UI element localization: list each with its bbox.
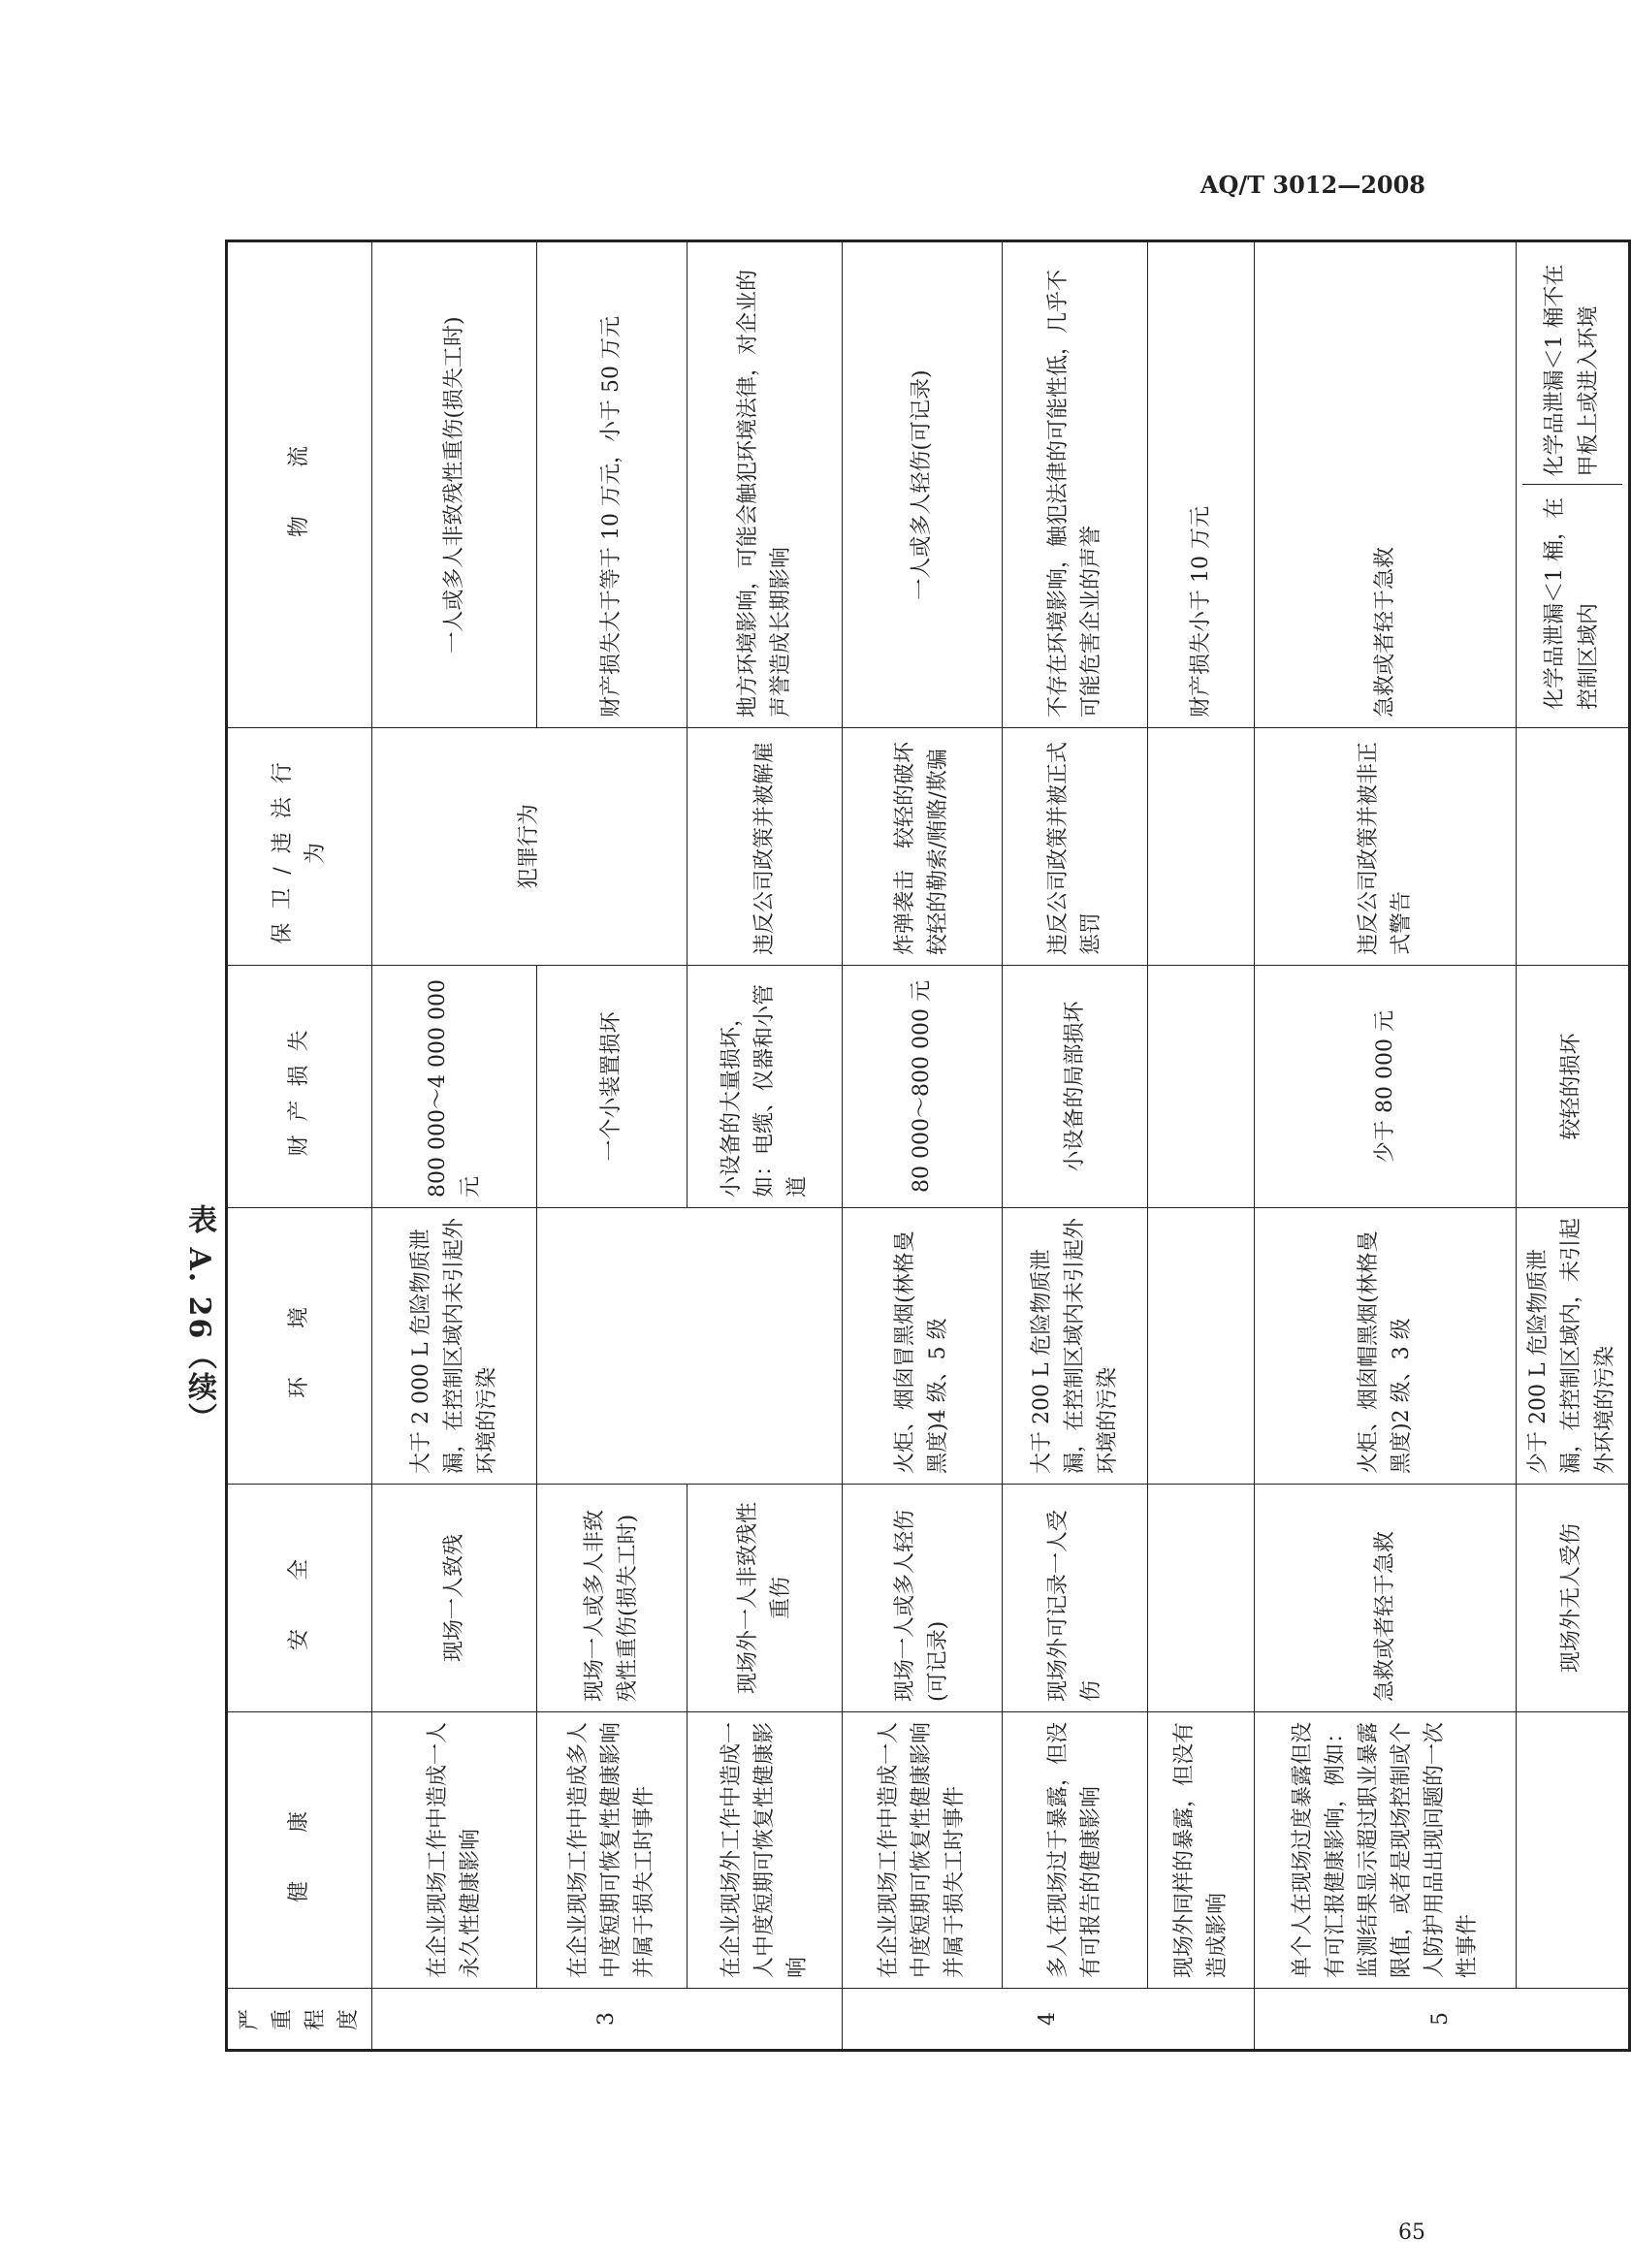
header-row: [227, 241, 372, 2051]
cell-safety: 现场一人或多人轻伤(可记录): [843, 1485, 1003, 1712]
risk-severity-table: [225, 240, 1631, 2052]
cell-health: 现场外同样的暴露，但没有造成影响: [1148, 1712, 1255, 1989]
cell-property: 小设备的大量损坏，如：电缆、仪器和小管道: [688, 966, 843, 1208]
header-property: 财产损失: [227, 966, 372, 1208]
cell-logistics-split: [1517, 241, 1629, 728]
cell-safety: 急救或者轻于急救: [1255, 1485, 1517, 1712]
cell-environment: 火炬、烟囱冒黑烟(林格曼黑度)4 级、5 级: [843, 1208, 1003, 1485]
cell-safety: 现场外一人非致残性重伤: [688, 1485, 843, 1712]
cell-security-empty: [1148, 728, 1255, 966]
rotated-table-wrapper: [225, 242, 1617, 2052]
header-security: 保卫/违法行为: [227, 728, 372, 966]
table-row: [537, 241, 688, 2051]
table-row: [1255, 241, 1517, 2051]
cell-logistics-a: 化学品泄漏＜1 桶，在控制区域内: [1543, 497, 1601, 710]
cell-security: 违反公司政策并被非正式警告: [1255, 728, 1517, 966]
cell-safety: 现场一人或多人非致残性重伤(损失工时): [537, 1485, 688, 1712]
cell-logistics-b: 化学品泄漏＜1 桶不在甲板上或进入环境: [1522, 252, 1621, 486]
cell-health: 在企业现场工作中造成多人中度短期可恢复性健康影响并属于损失工时事件: [537, 1712, 688, 1989]
cell-property: 80 000～800 000 元: [843, 966, 1003, 1208]
cell-logistics: 财产损失小于 10 万元: [1148, 241, 1255, 728]
table-row: [843, 241, 1003, 2051]
cell-logistics: 急救或者轻于急救: [1255, 241, 1517, 728]
table-row: [1003, 241, 1148, 2051]
severity-level-4: 4: [843, 1989, 1255, 2051]
cell-security: 犯罪行为: [372, 728, 688, 966]
cell-environment: 大于 200 L 危险物质泄漏，在控制区域内未引起外环境的污染: [1003, 1208, 1148, 1485]
header-health: 健 康: [227, 1712, 372, 1989]
table-row: [688, 241, 843, 2051]
cell-safety-empty: [1148, 1485, 1255, 1712]
cell-environment: 大于 2 000 L 危险物质泄漏，在控制区域内未引起外环境的污染: [372, 1208, 537, 1485]
severity-level-5: 5: [1255, 1989, 1629, 2051]
cell-property: 800 000～4 000 000 元: [372, 966, 537, 1208]
cell-property: 较轻的损坏: [1517, 966, 1629, 1208]
cell-property: 少于 80 000 元: [1255, 966, 1517, 1208]
header-logistics: 物 流: [227, 241, 372, 728]
cell-security: 炸弹袭击 较轻的破坏 较轻的勒索/贿赂/欺骗: [843, 728, 1003, 966]
cell-health: 在企业现场工作中造成一人中度短期可恢复性健康影响并属于损失工时事件: [843, 1712, 1003, 1989]
table-row: [1148, 241, 1255, 2051]
cell-environment: 火炬、烟囱帽黑烟(林格曼黑度)2 级、3 级: [1255, 1208, 1517, 1485]
cell-safety: 现场外可记录一人受伤: [1003, 1485, 1148, 1712]
cell-environment: 少于 200 L 危险物质泄漏，在控制区域内，未引起外环境的污染: [1517, 1208, 1629, 1485]
table-row: [372, 241, 537, 2051]
table-caption: 表 A. 26（续）: [182, 1203, 216, 1434]
cell-logistics: 不存在环境影响，触犯法律的可能性低，几乎不可能危害企业的声誉: [1003, 241, 1148, 728]
cell-environment-empty: [1148, 1208, 1255, 1485]
cell-logistics: 地方环境影响，可能会触犯环境法律，对企业的声誉造成长期影响: [688, 241, 843, 728]
cell-health: 多人在现场过于暴露，但没有可报告的健康影响: [1003, 1712, 1148, 1989]
cell-security-empty: [1517, 728, 1629, 966]
cell-health: 单个人在现场过度暴露但没有可汇报健康影响，例如：监测结果显示超过职业暴露限值，或者是现场控制或个人防护用品出现问题的一次性事件: [1255, 1712, 1517, 1989]
header-safety: 安 全: [227, 1485, 372, 1712]
header-environment: 环 境: [227, 1208, 372, 1485]
cell-logistics: 财产损失大于等于 10 万元，小于 50 万元: [537, 241, 688, 728]
cell-logistics: 一人或多人轻伤(可记录): [843, 241, 1003, 728]
cell-property: 小设备的局部损坏: [1003, 966, 1148, 1208]
cell-environment-empty: [537, 1208, 843, 1485]
table-row: [1517, 241, 1629, 2051]
severity-level-3: 3: [372, 1989, 843, 2051]
cell-property-empty: [1148, 966, 1255, 1208]
cell-property: 一个小装置损坏: [537, 966, 688, 1208]
cell-health: 在企业现场工作中造成一人永久性健康影响: [372, 1712, 537, 1989]
cell-security: 违反公司政策并被正式惩罚: [1003, 728, 1148, 966]
cell-security: 违反公司政策并被解雇: [688, 728, 843, 966]
page-number: 65: [1398, 2220, 1425, 2245]
header-severity: 严重程度: [227, 1989, 372, 2051]
cell-safety: 现场外无人受伤: [1517, 1485, 1629, 1712]
cell-health-empty: [1517, 1712, 1629, 1989]
cell-safety: 现场一人致残: [372, 1485, 537, 1712]
standard-code: AQ/T 3012—2008: [1199, 171, 1425, 199]
cell-health: 在企业现场外工作中造成一人中度短期可恢复性健康影响: [688, 1712, 843, 1989]
cell-logistics: 一人或多人非致残性重伤(损失工时): [372, 241, 537, 728]
